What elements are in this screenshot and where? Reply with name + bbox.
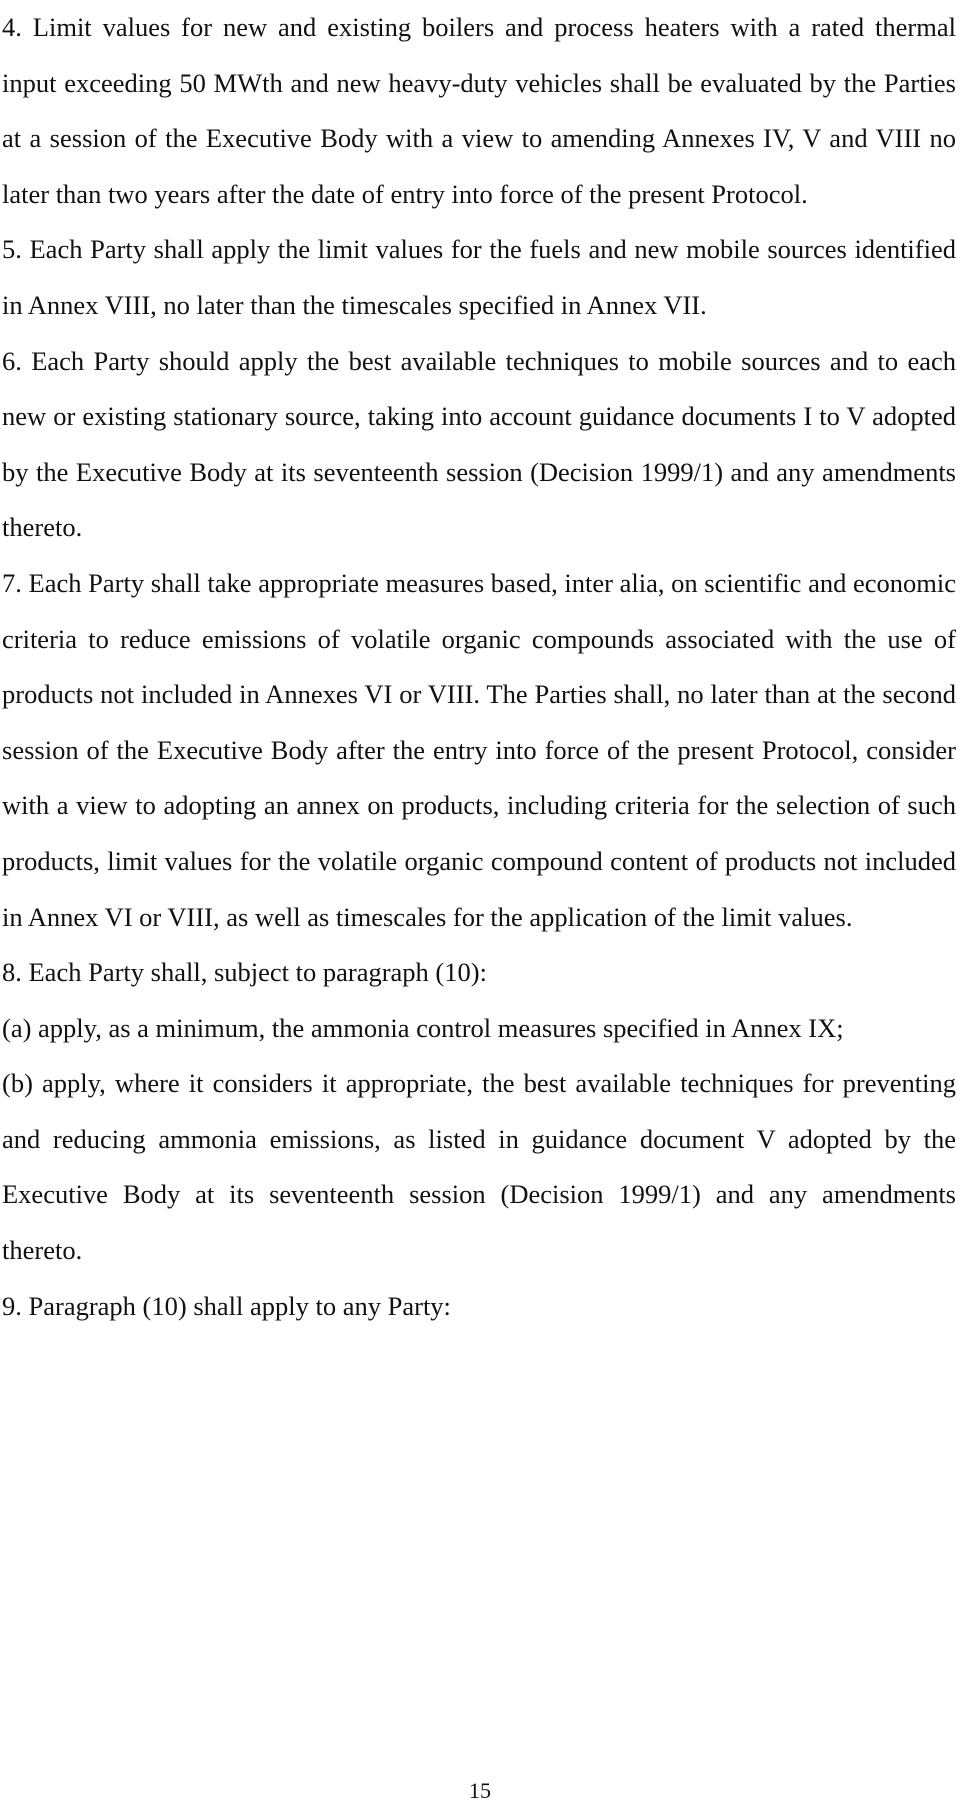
paragraph-8a: (a) apply, as a minimum, the ammonia control measures specified in Annex IX;: [2, 1012, 844, 1043]
paragraph-9: 9. Paragraph (10) shall apply to any Party:: [2, 1290, 451, 1321]
paragraph-4: 4. Limit values for new and existing boilers and process heaters with a rated thermal input exceeding 50 MWth and new heavy-duty vehicles shall be evaluated by the Parties at a session of the Executive Body with a view to amending Annexes IV, V and VIII no later than two years after the date of entry into force of the present Protocol.: [2, 12, 956, 209]
document-page: [2, 0, 956, 1334]
paragraph-6: 6. Each Party should apply the best available techniques to mobile sources and to each new or existing stationary source, taking into account guidance documents I to V adopted by the Executive Body at its seventeenth session (Decision 1999/1) and any amendments thereto.: [2, 345, 956, 543]
paragraph-5: 5. Each Party shall apply the limit values for the fuels and new mobile sources identified in Annex VIII, no later than the timescales specified in Annex VII.: [2, 234, 956, 320]
paragraph-8b: (b) apply, where it considers it appropriate, the best available techniques for preventing and reducing ammonia emissions, as listed in guidance document V adopted by the Executive Body at its seventeenth session (Decision 1999/1) and any amendments thereto.: [2, 1068, 956, 1266]
paragraph-8: 8. Each Party shall, subject to paragraph (10):: [2, 957, 487, 988]
page-number: 15: [469, 1778, 491, 1803]
paragraph-7: 7. Each Party shall take appropriate measures based, inter alia, on scientific and economic criteria to reduce emissions of volatile organic compounds associated with the use of products not included in Annexes VI or VIII. The Parties shall, no later than at the second session of the Executive Body after the entry into force of the present Protocol, consider with a view to adopting an annex on products, including criteria for the selection of such products, limit values for the volatile organic compound content of products not included in Annex VI or VIII, as well as timescales for the application of the limit values.: [2, 567, 956, 932]
